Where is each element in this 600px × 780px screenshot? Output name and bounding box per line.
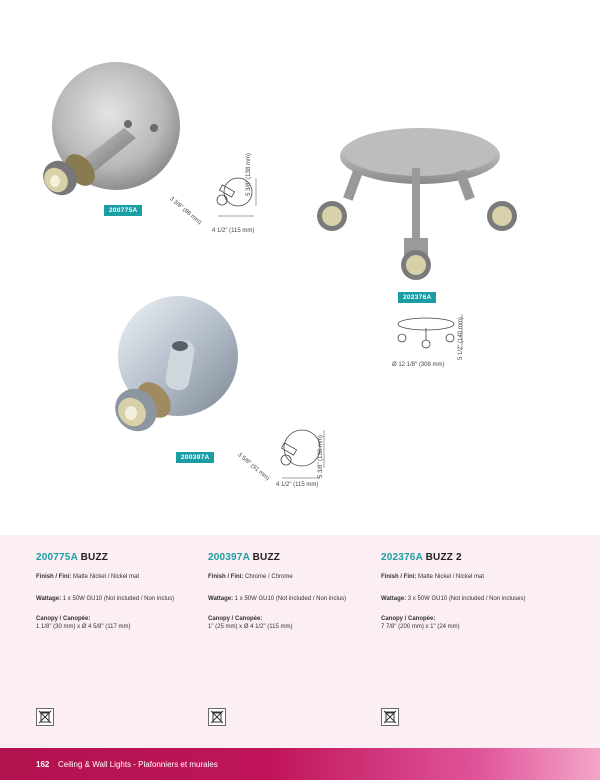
dimension-height: 5 1/2" (140 mm) bbox=[458, 317, 464, 360]
dimension-width: Ø 12 1/8" (308 mm) bbox=[392, 362, 445, 368]
canopy-value: 7 7/8" (200 mm) x 1" (24 mm) bbox=[381, 624, 460, 630]
finish-row bbox=[36, 573, 216, 581]
product-title bbox=[208, 552, 388, 563]
canopy-label: Canopy / Canopée: bbox=[208, 616, 263, 622]
wattage-label: Wattage: bbox=[381, 596, 407, 602]
product-code: 202376A bbox=[381, 552, 423, 563]
wattage-value: 1 x 50W GU10 (Not included / Non inclus) bbox=[234, 596, 347, 602]
wattage-row bbox=[381, 595, 561, 603]
wattage-row bbox=[36, 595, 216, 603]
wattage-value: 3 x 50W GU10 (Not included / Non incluses) bbox=[407, 596, 526, 602]
finish-row bbox=[208, 573, 388, 581]
product-title bbox=[381, 552, 561, 563]
finish-label: Finish / Fini: bbox=[36, 574, 72, 580]
dimension-depth: 3 5/8" (91 mm) bbox=[236, 452, 271, 482]
dimension-height: 5 3/8" (138 mm) bbox=[318, 435, 324, 478]
dimension-depth: 3 3/8" (86 mm) bbox=[168, 196, 203, 226]
product-image-200775a bbox=[28, 60, 188, 210]
finish-value: Chrome / Chrome bbox=[245, 574, 293, 580]
wattage-value: 1 x 50W GU10 (Not included / Non inclus) bbox=[62, 596, 175, 602]
finish-label: Finish / Fini: bbox=[208, 574, 244, 580]
product-image-200397a bbox=[100, 290, 270, 450]
canopy-row bbox=[208, 615, 388, 631]
canopy-value: 1 1/8" (30 mm) x Ø 4 5/8" (117 mm) bbox=[36, 624, 131, 630]
page-number: 162 bbox=[36, 760, 50, 769]
weee-bin-icon bbox=[381, 708, 399, 726]
section-title: Ceiling & Wall Lights - Plafonniers et murales bbox=[58, 760, 218, 769]
dimension-drawing-200397a bbox=[268, 420, 338, 490]
product-name: BUZZ 2 bbox=[425, 552, 462, 563]
weee-bin-icon bbox=[208, 708, 226, 726]
wattage-label: Wattage: bbox=[36, 596, 62, 602]
product-badge: 200397A bbox=[176, 452, 214, 463]
product-code: 200775A bbox=[36, 552, 78, 563]
dimension-height: 5 3/8" (138 mm) bbox=[246, 153, 252, 196]
dimension-width: 4 1/2" (115 mm) bbox=[276, 482, 319, 488]
canopy-value: 1" (25 mm) x Ø 4 1/2" (115 mm) bbox=[208, 624, 293, 630]
dimension-width: 4 1/2" (115 mm) bbox=[212, 228, 255, 234]
canopy-label: Canopy / Canopée: bbox=[36, 616, 91, 622]
spec-column-202376a bbox=[381, 552, 561, 631]
finish-label: Finish / Fini: bbox=[381, 574, 417, 580]
product-name: BUZZ bbox=[80, 552, 109, 563]
canopy-row bbox=[36, 615, 216, 631]
canopy-label: Canopy / Canopée: bbox=[381, 616, 436, 622]
product-badge: 200775A bbox=[104, 205, 142, 216]
product-title bbox=[36, 552, 216, 563]
weee-bin-icon bbox=[36, 708, 54, 726]
dimension-drawing-200775a bbox=[200, 170, 270, 230]
product-badge: 202376A bbox=[398, 292, 436, 303]
spec-column-200397a bbox=[208, 552, 388, 631]
canopy-row bbox=[381, 615, 561, 631]
product-code: 200397A bbox=[208, 552, 250, 563]
finish-value: Matte Nickel / Nickel mat bbox=[73, 574, 140, 580]
product-name: BUZZ bbox=[252, 552, 281, 563]
spec-column-200775a bbox=[36, 552, 216, 631]
finish-row bbox=[381, 573, 561, 581]
wattage-row bbox=[208, 595, 388, 603]
finish-value: Matte Nickel / Nickel mat bbox=[418, 574, 485, 580]
product-image-202376a bbox=[310, 120, 530, 285]
wattage-label: Wattage: bbox=[208, 596, 234, 602]
page-footer bbox=[0, 748, 600, 780]
